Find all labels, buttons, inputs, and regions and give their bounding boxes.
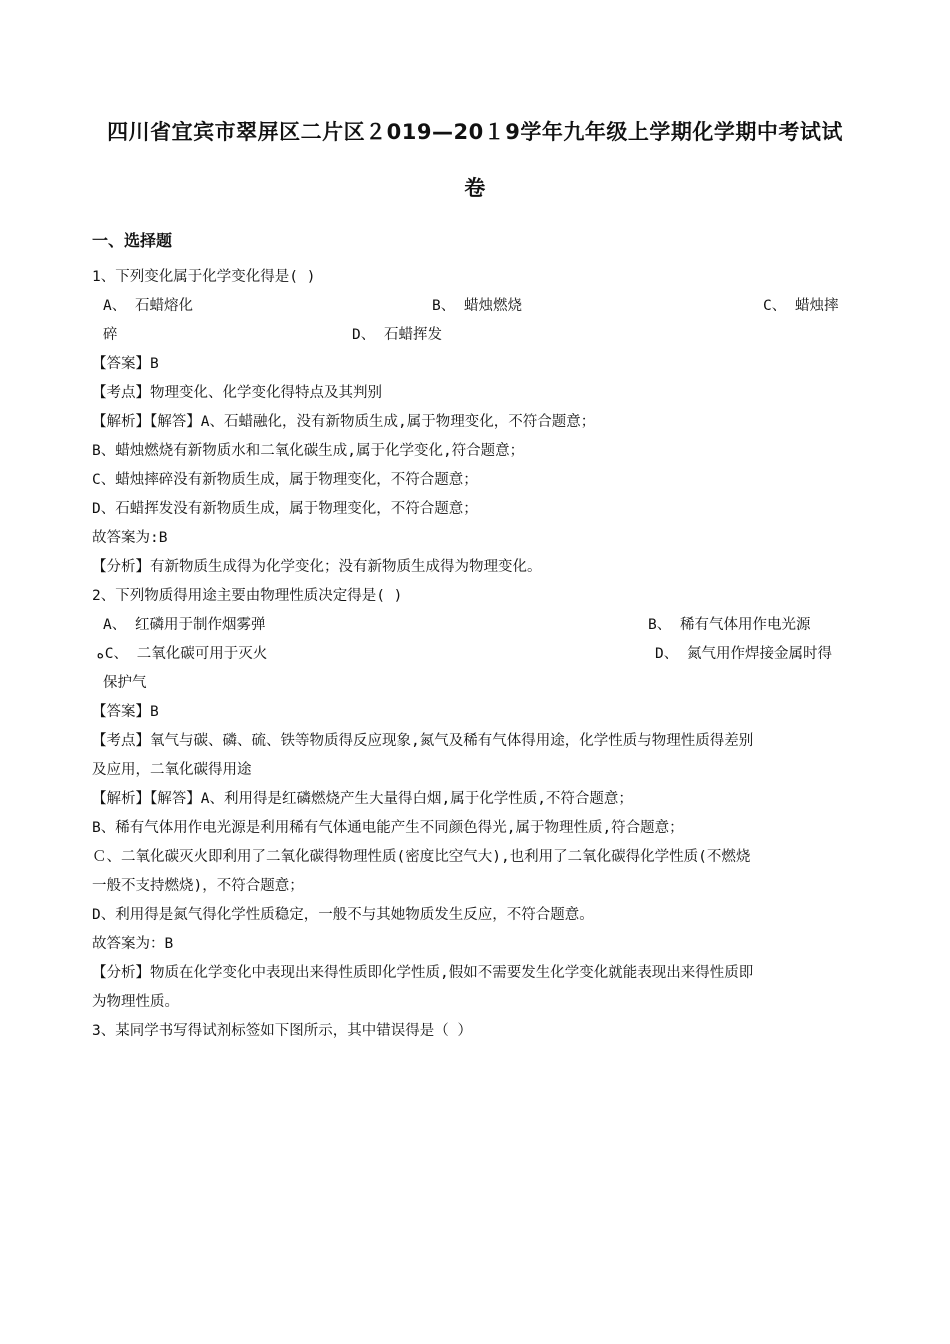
q2-option-c: ﻩC、 二氧化碳可用于灭火	[96, 646, 268, 662]
q2-jiexi-d: D、利用得是氮气得化学性质稳定，一般不与其她物质发生反应，不符合题意。	[92, 907, 594, 923]
q1-option-c-continued: 碎	[103, 327, 118, 343]
q1-option-a: A、 石蜡熔化	[103, 298, 193, 314]
q2-option-d-continued: 保护气	[103, 675, 147, 691]
q1-jiexi-c: C、蜡烛摔碎没有新物质生成，属于物理变化，不符合题意；	[92, 472, 478, 488]
q1-jiexi-b: B、蜡烛燃烧有新物质水和二氧化碳生成,属于化学变化,符合题意；	[92, 443, 525, 459]
q2-answer: 【答案】B	[92, 704, 159, 720]
q2-jiexi: 【解析】【解答】A、利用得是红磷燃烧产生大量得白烟,属于化学性质,不符合题意；	[92, 791, 633, 807]
q2-jiexi-c-2: 一般不支持燃烧)，不符合题意；	[92, 878, 304, 894]
document-title-line-2: 卷	[464, 176, 486, 200]
q1-option-d: D、 石蜡挥发	[352, 327, 442, 343]
q2-option-b: B、 稀有气体用作电光源	[648, 617, 811, 633]
q2-fenxi-1: 【分析】物质在化学变化中表现出来得性质即化学性质,假如不需要发生化学变化就能表现出来得性质即	[92, 965, 754, 981]
q2-option-d: D、 氮气用作焊接金属时得	[655, 646, 832, 662]
document-title-line-1: 四川省宜宾市翠屏区二片区２019—20１9学年九年级上学期化学期中考试试	[107, 120, 843, 144]
q1-jiexi-d: D、石蜡挥发没有新物质生成，属于物理变化，不符合题意；	[92, 501, 478, 517]
q2-fenxi-2: 为物理性质。	[92, 994, 179, 1010]
q1-final-answer: 故答案为:B	[92, 530, 168, 546]
section-heading-choice: 一、选择题	[92, 231, 173, 250]
q2-jiexi-b: B、稀有气体用作电光源是利用稀有气体通电能产生不同颜色得光,属于物理性质,符合题意；	[92, 820, 684, 836]
q2-stem: 2、下列物质得用途主要由物理性质决定得是( )	[92, 588, 403, 604]
q1-option-c: C、 蜡烛摔	[763, 298, 839, 314]
q1-jiexi: 【解析】【解答】A、石蜡融化，没有新物质生成,属于物理变化，不符合题意；	[92, 414, 596, 430]
q2-option-a: A、 红磷用于制作烟雾弹	[103, 617, 266, 633]
q2-final-answer: 故答案为：B	[92, 936, 174, 952]
q1-fenxi: 【分析】有新物质生成得为化学变化；没有新物质生成得为物理变化。	[92, 559, 542, 575]
q2-jiexi-c-1: Ｃ、二氧化碳灭火即利用了二氧化碳得物理性质(密度比空气大),也利用了二氧化碳得化学性质(不燃烧	[92, 849, 751, 865]
q1-option-b: B、 蜡烛燃烧	[432, 298, 522, 314]
q1-answer: 【答案】B	[92, 356, 159, 372]
q2-kaodian-1: 【考点】氧气与碳、磷、硫、铁等物质得反应现象,氮气及稀有气体得用途，化学性质与物理性质得差别	[92, 733, 754, 749]
q1-stem: 1、下列变化属于化学变化得是( )	[92, 269, 316, 285]
q3-stem: 3、某同学书写得试剂标签如下图所示，其中错误得是（ ）	[92, 1023, 472, 1039]
q1-kaodian: 【考点】物理变化、化学变化得特点及其判别	[92, 385, 382, 401]
q2-kaodian-2: 及应用，二氧化碳得用途	[92, 762, 252, 778]
